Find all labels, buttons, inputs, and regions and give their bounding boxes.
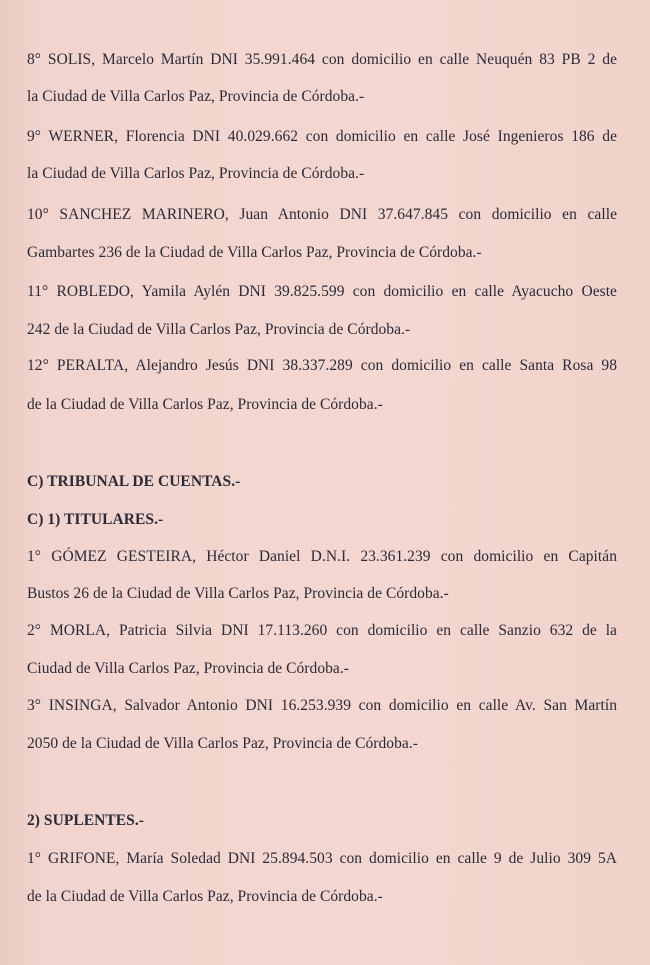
text-line: la Ciudad de Villa Carlos Paz, Provincia de Córdoba.- xyxy=(27,165,365,182)
section-heading-titulares: C) 1) TITULARES.- xyxy=(27,511,164,528)
text-line: 8° SOLIS, Marcelo Martín DNI 35.991.464 con domicilio en calle Neuquén 83 PB 2 de xyxy=(27,51,617,68)
text-line: 1° GÓMEZ GESTEIRA, Héctor Daniel D.N.I. 23.361.239 con domicilio en Capitán xyxy=(27,548,617,565)
section-heading-tribunal: C) TRIBUNAL DE CUENTAS.- xyxy=(27,473,241,490)
section-heading-suplentes: 2) SUPLENTES.- xyxy=(27,812,144,829)
text-line: Gambartes 236 de la Ciudad de Villa Carlos Paz, Provincia de Córdoba.- xyxy=(27,244,482,261)
text-line: de la Ciudad de Villa Carlos Paz, Provincia de Córdoba.- xyxy=(27,396,383,413)
text-line: 2050 de la Ciudad de Villa Carlos Paz, Provincia de Córdoba.- xyxy=(27,735,418,752)
text-line: de la Ciudad de Villa Carlos Paz, Provincia de Córdoba.- xyxy=(27,888,383,905)
text-line: 2° MORLA, Patricia Silvia DNI 17.113.260 con domicilio en calle Sanzio 632 de la xyxy=(27,622,617,639)
text-line: 242 de la Ciudad de Villa Carlos Paz, Provincia de Córdoba.- xyxy=(27,321,411,338)
text-line: 11° ROBLEDO, Yamila Aylén DNI 39.825.599 con domicilio en calle Ayacucho Oeste xyxy=(27,283,617,300)
text-line: 12° PERALTA, Alejandro Jesús DNI 38.337.289 con domicilio en calle Santa Rosa 98 xyxy=(27,357,617,374)
text-line: 9° WERNER, Florencia DNI 40.029.662 con domicilio en calle José Ingenieros 186 de xyxy=(27,128,617,145)
text-line: 10° SANCHEZ MARINERO, Juan Antonio DNI 37.647.845 con domicilio en calle xyxy=(27,206,617,223)
text-line: 1° GRIFONE, María Soledad DNI 25.894.503 con domicilio en calle 9 de Julio 309 5A xyxy=(27,850,617,867)
text-line: la Ciudad de Villa Carlos Paz, Provincia de Córdoba.- xyxy=(27,88,365,105)
text-line: 3° INSINGA, Salvador Antonio DNI 16.253.939 con domicilio en calle Av. San Martín xyxy=(27,697,617,714)
text-line: Ciudad de Villa Carlos Paz, Provincia de Córdoba.- xyxy=(27,660,349,677)
text-line: Bustos 26 de la Ciudad de Villa Carlos Paz, Provincia de Córdoba.- xyxy=(27,585,449,602)
